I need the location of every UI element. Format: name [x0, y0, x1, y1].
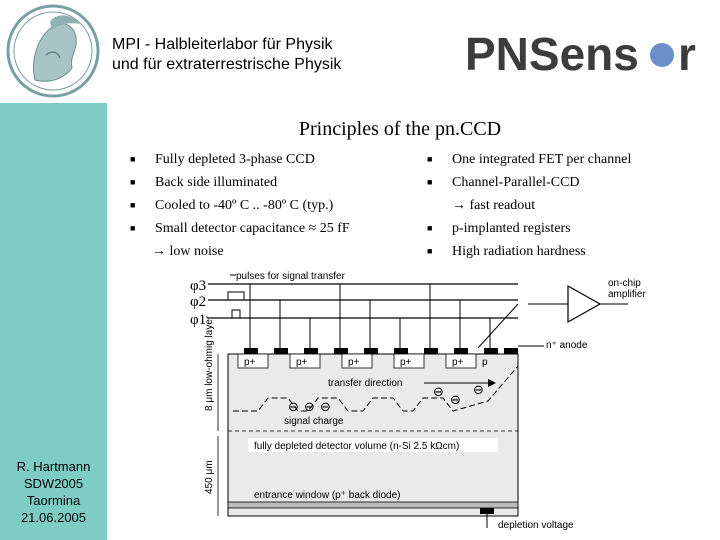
p-region-label: p+	[296, 357, 308, 368]
author-name: R. Hartmann	[16, 459, 91, 474]
date: 21.06.2005	[20, 510, 87, 525]
header-line-1: MPI - Halbleiterlabor für Physik	[112, 36, 333, 53]
list-item: ■ One integrated FET per channel	[427, 148, 631, 171]
conference: SDW2005	[23, 476, 84, 491]
electron-icon: ⊖	[473, 383, 484, 398]
amplifier-icon	[568, 286, 600, 322]
pnccd-cross-section-diagram	[188, 266, 698, 538]
list-item-continuation: → fast readout	[452, 198, 536, 213]
list-item: ■ p-implanted registers	[427, 217, 631, 240]
bullet-square-icon: ■	[130, 177, 136, 187]
back-contact	[480, 508, 494, 514]
transfer-direction-label: transfer direction	[328, 378, 403, 389]
list-item: ■ Cooled to -40º C .. -80º C (typ.)	[130, 194, 350, 217]
p-region-label: p+	[348, 357, 360, 368]
list-item: ■ Channel-Parallel-CCD	[427, 171, 631, 194]
minerva-emblem-icon	[0, 0, 107, 103]
p-region-label: p+	[244, 357, 256, 368]
location: Taormina	[26, 493, 81, 508]
signal-charge-label: signal charge	[284, 416, 344, 427]
pnsensor-logo	[465, 28, 705, 78]
phase-wires	[250, 284, 490, 348]
amplifier-label-2: amplifier	[608, 289, 646, 300]
thickness-label: 450 μm	[204, 460, 215, 494]
phi1-label: φ1	[190, 312, 207, 328]
amplifier-label-1: on-chip	[608, 278, 641, 289]
pulse-phi2	[218, 292, 244, 300]
entrance-window-label: entrance window (p⁺ back diode)	[254, 490, 401, 501]
list-item: ■ Small detector capacitance ≈ 25 fF	[130, 217, 350, 240]
right-bullet-list	[427, 148, 631, 263]
list-item: ■ Back side illuminated	[130, 171, 350, 194]
header-line-2: und für extraterrestrische Physik	[112, 56, 342, 73]
institute-header	[112, 35, 341, 75]
list-item: ■ Fully depleted 3-phase CCD	[130, 148, 350, 171]
electron-icon: ⊖	[320, 400, 331, 415]
logo-dot-icon	[650, 43, 674, 67]
low-ohm-layer-label: 8 μm low-ohmig layer	[204, 315, 215, 411]
left-bullet-list	[130, 148, 350, 263]
bullet-square-icon: ■	[427, 223, 433, 233]
pnsensor-logo-r: r	[678, 28, 696, 78]
list-item-continuation: → low noise	[152, 244, 224, 259]
electron-icon: ⊖	[450, 393, 461, 408]
pulse-phi1	[226, 310, 240, 318]
bullet-square-icon: ■	[130, 223, 136, 233]
entrance-window	[228, 502, 518, 508]
pnsensor-logo-text: PNSens	[465, 28, 639, 78]
phi2-label: φ2	[190, 294, 207, 310]
anode-label: n⁺ anode	[546, 340, 588, 351]
fet-connection	[478, 304, 518, 348]
bullet-square-icon: ■	[427, 246, 433, 256]
phi3-label: φ3	[190, 278, 207, 294]
p-region-label: p+	[400, 357, 412, 368]
register-electrodes	[244, 348, 518, 354]
bullet-square-icon: ■	[130, 154, 136, 164]
depletion-voltage-label: depletion voltage	[498, 520, 574, 531]
list-item: ■ High radiation hardness	[427, 240, 631, 263]
bullet-square-icon: ■	[130, 200, 136, 210]
author-info	[0, 458, 107, 526]
electron-icon: ⊖	[433, 385, 444, 400]
bullet-square-icon: ■	[427, 154, 433, 164]
bullet-square-icon: ■	[427, 177, 433, 187]
max-planck-logo	[0, 0, 107, 103]
depleted-volume-label: fully depleted detector volume (n-Si 2.5 kΩcm)	[254, 441, 460, 452]
pulses-label: pulses for signal transfer	[236, 271, 345, 282]
p-region-label: p	[482, 357, 488, 368]
slide-title: Principles of the pn.CCD	[298, 118, 502, 140]
p-region-label: p+	[452, 357, 464, 368]
electron-icon: ⊖	[288, 400, 299, 415]
electron-icon: ⊖	[304, 400, 315, 415]
